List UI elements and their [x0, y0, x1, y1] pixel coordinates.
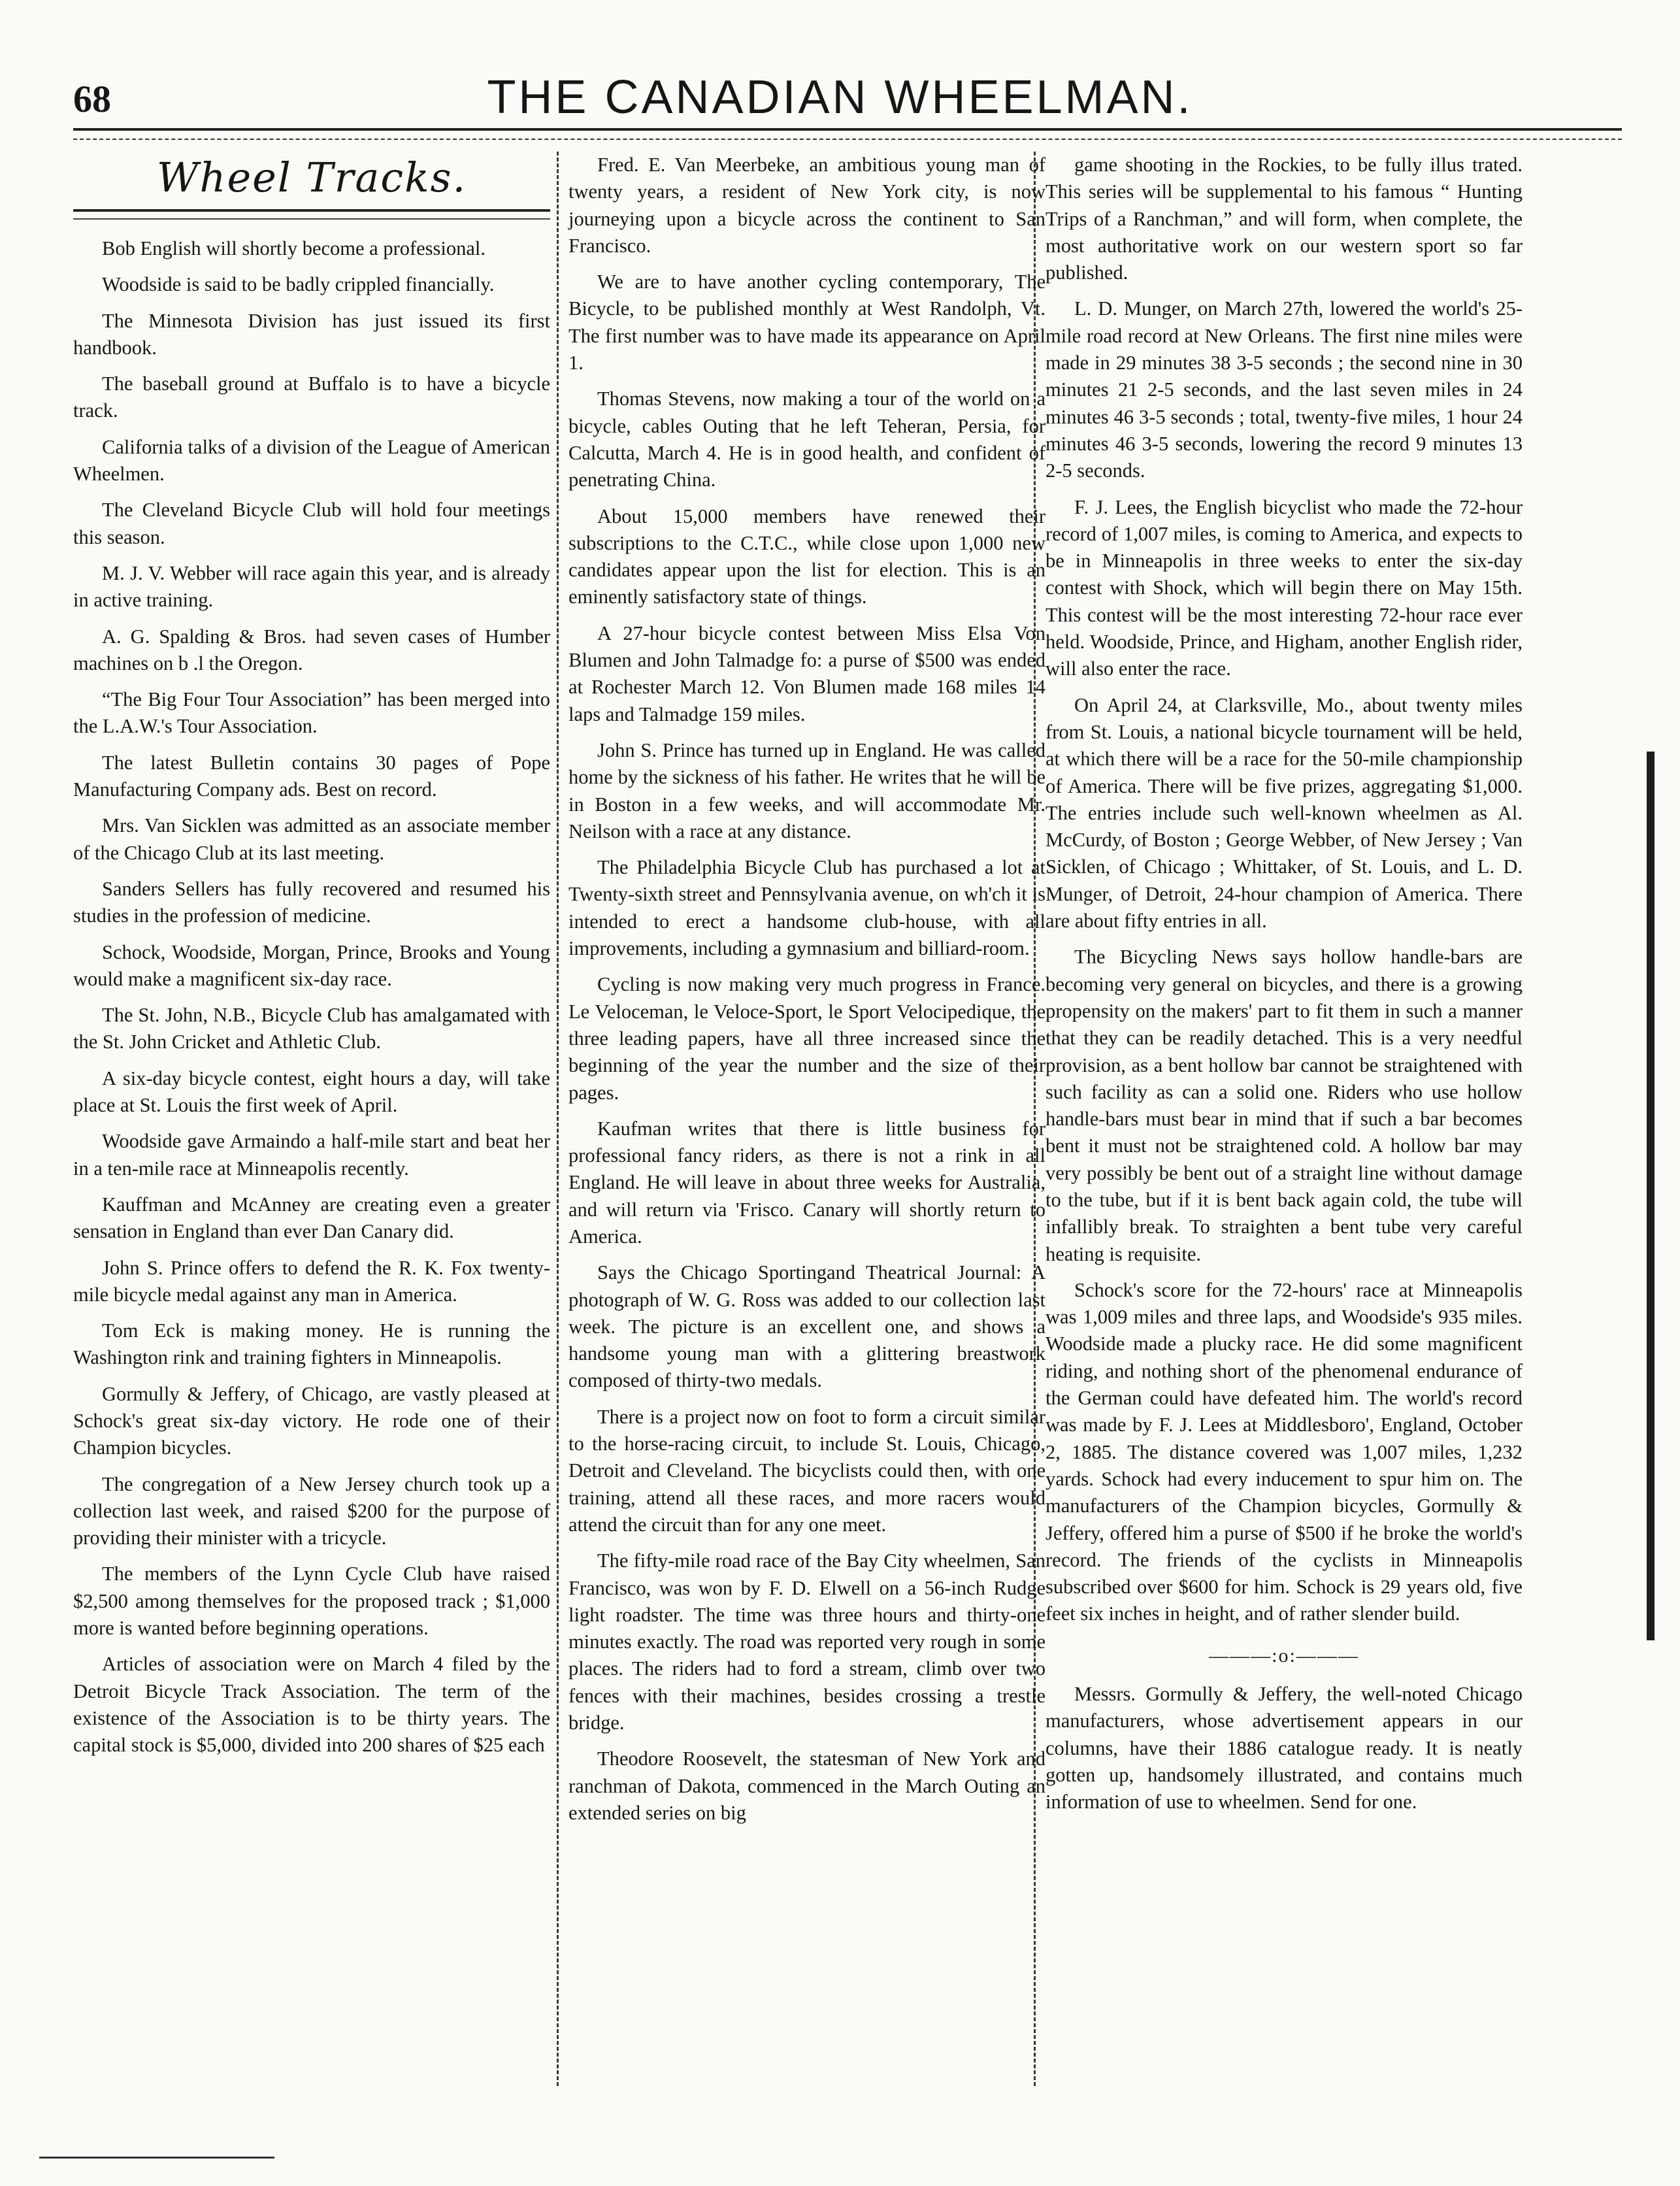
- paragraph: Thomas Stevens, now making a tour of the world on a bicycle, cables Outing that he left Teheran, Persia, for Calcutta, March 4. He is in good health, and confident of penetrating China.: [568, 388, 1046, 491]
- paragraph: “The Big Four Tour Association” has been merged into the L.A.W.'s Tour Association.: [73, 688, 550, 738]
- paragraph: Sanders Sellers has fully recovered and resumed his studies in the profession of medicine.: [73, 877, 550, 927]
- column-2: [568, 152, 1046, 1836]
- column-1: [73, 152, 550, 1768]
- paragraph: Mrs. Van Sicklen was admitted as an associate member of the Chicago Club at its last meeting.: [73, 814, 550, 864]
- paragraph: M. J. V. Webber will race again this year, and is already in active training.: [73, 561, 550, 612]
- paragraph: A. G. Spalding & Bros. had seven cases of Humber machines on b .l the Oregon.: [73, 625, 550, 674]
- bottom-rule: [39, 2157, 274, 2159]
- page-number: 68: [73, 78, 111, 120]
- paragraph: The members of the Lynn Cycle Club have raised $2,500 among themselves for the proposed track ; $1,000 more is wanted before beginning operations.: [73, 1563, 550, 1640]
- masthead-title: THE CANADIAN WHEELMAN.: [487, 71, 1193, 124]
- paragraph: John S. Prince has turned up in England. He was called home by the sickness of his father. He writes that he will be in Boston in a few weeks, and will accommodate Mr. Neilson with a race at any distance.: [568, 738, 1046, 842]
- section-divider: ———:o:———: [1209, 1644, 1359, 1666]
- paragraph: Schock's score for the 72-hours' race at Minneapolis was 1,009 miles and three laps, and Woodside's 935 miles. Woodside made a plucky race. He did some magnificent riding, and nothing short of the phenomenal endurance of the German could have defeated him. The world's record was made by F. J. Lees at Middlesboro', England, October 2, 1885. The distance covered was 1,007 miles, 1,232 yards. Schock had every inducement to spur him on. The manufacturers of the Champion bicycles, Gormully & Jeffery, offered him a purse of $500 if he broke the world's record. The friends of the cyclists in Minneapolis subscribed over $600 for him. Schock is 29 years old, five feet six inches in height, and of rather slender build.: [1046, 1278, 1523, 1625]
- paragraph: The Minnesota Division has just issued its first handbook.: [73, 309, 550, 359]
- paragraph: Schock, Woodside, Morgan, Prince, Brooks and Young would make a magnificent six-day race.: [73, 940, 550, 990]
- paragraph: The congregation of a New Jersey church took up a collection last week, and raised $200 for the purpose of providing their minister with a tricycle.: [73, 1472, 550, 1549]
- paragraph: Woodside is said to be badly crippled financially.: [102, 273, 495, 296]
- paragraph: We are to have another cycling contemporary, The Bicycle, to be published monthly at West Randolph, Vt. The first number was to have made its appearance on April 1.: [568, 271, 1046, 374]
- paragraph: F. J. Lees, the English bicyclist who made the 72-hour record of 1,007 miles, is coming to America, and expects to be in Minneapolis in three weeks to enter the six-day contest with Shock, which will begin there on May 15th. This contest will be the most interesting 72-hour race ever held. Woodside, Prince, and Higham, another English rider, will also enter the race.: [1046, 495, 1523, 680]
- paragraph: The baseball ground at Buffalo is to have a bicycle track.: [73, 373, 550, 422]
- paragraph: Kaufman writes that there is little business for professional fancy riders, as there is not a rink in all England. He will leave in about three weeks for Australia, and will return via 'Frisco. Canary will shortly return to America.: [568, 1117, 1046, 1248]
- paragraph: A six-day bicycle contest, eight hours a day, will take place at St. Louis the first week of April.: [73, 1067, 550, 1117]
- scan-edge-mark: [1647, 752, 1655, 1640]
- paragraph: Cycling is now making very much progress in France. Le Veloceman, le Veloce-Sport, le Sport Velocipedique, the three leading papers, have all three increased since the beginning of the year the number and the size of their pages.: [568, 973, 1046, 1104]
- paragraph: Messrs. Gormully & Jeffery, the well-noted Chicago manufacturers, whose advertisement appears in our columns, have their 1886 catalogue ready. It is neatly gotten up, handsomely illustrated, and contains much information of use to wheelmen. Send for one.: [1046, 1683, 1523, 1813]
- paragraph: Woodside gave Armaindo a half-mile start and beat her in a ten-mile race at Minneapolis recently.: [73, 1130, 550, 1180]
- paragraph: The Philadelphia Bicycle Club has purchased a lot at Twenty-sixth street and Pennsylvania avenue, on wh'ch it is intended to erect a handsome club-house, with all improvements, including a gymnasium and billiard-room.: [568, 856, 1046, 960]
- section-heading: Wheel Tracks.: [156, 154, 467, 201]
- paragraph: John S. Prince offers to defend the R. K. Fox twenty-mile bicycle medal against any man in America.: [73, 1256, 550, 1306]
- paragraph: About 15,000 members have renewed their subscriptions to the C.T.C., while close upon 1,000 new candidates appear upon the list for election. This is an eminently satisfactory state of things.: [568, 505, 1046, 608]
- paragraph: Theodore Roosevelt, the statesman of New York and ranchman of Dakota, commenced in the March Outing an extended series on big: [568, 1747, 1046, 1824]
- paragraph: There is a project now on foot to form a circuit similar to the horse-racing circuit, to include St. Louis, Chicago, Detroit and Cleveland. The bicyclists could then, with one training, attend all these races, and more racers would attend the circuit than for any one meet.: [568, 1405, 1046, 1536]
- paragraph: Fred. E. Van Meerbeke, an ambitious young man of twenty years, a resident of New York city, is now journeying upon a bicycle across the continent to San Francisco.: [568, 154, 1046, 257]
- paragraph: Says the Chicago Sportingand Theatrical Journal: A photograph of W. G. Ross was added to our collection last week. The picture is an excellent one, and shows a handsome young man with a glittering breastwork composed of thirty-two medals.: [568, 1261, 1046, 1392]
- heading-rule: [73, 209, 550, 220]
- paragraph: The St. John, N.B., Bicycle Club has amalgamated with the St. John Cricket and Athletic Club.: [73, 1004, 550, 1053]
- paragraph: California talks of a division of the League of American Wheelmen.: [73, 435, 550, 486]
- paragraph: L. D. Munger, on March 27th, lowered the world's 25-mile road record at New Orleans. The first nine miles were made in 29 minutes 38 3-5 seconds ; the second nine in 30 minutes 21 2-5 seconds, and the last seven miles in 24 minutes 46 3-5 seconds ; total, twenty-five miles, 1 hour 24 minutes 46 3-5 seconds, lowering the record 9 minutes 13 2-5 seconds.: [1046, 297, 1523, 482]
- paragraph: A 27-hour bicycle contest between Miss Elsa Von Blumen and John Talmadge fo: a purse of $500 was ended at Rochester March 12. Von Blumen made 168 miles 14 laps and Talmadge 159 miles.: [568, 621, 1046, 725]
- paragraph: The fifty-mile road race of the Bay City wheelmen, San Francisco, was won by F. D. Elwell on a 56-inch Rudge light roadster. The time was three hours and thirty-one minutes exactly. The road was reported very rough in some places. The riders had to ford a stream, climb over two fences with their machines, besides crossing a trestle bridge.: [568, 1549, 1046, 1734]
- column-divider: [557, 152, 559, 2086]
- paragraph: Articles of association were on March 4 filed by the Detroit Bicycle Track Association. The term of the existence of the Association is to be thirty years. The capital stock is $5,000, divided into 200 shares of $25 each: [73, 1653, 550, 1757]
- paragraph: The Cleveland Bicycle Club will hold four meetings this season.: [73, 499, 550, 548]
- paragraph: Gormully & Jeffery, of Chicago, are vastly pleased at Schock's great six-day victory. He rode one of their Champion bicycles.: [73, 1382, 550, 1459]
- paragraph: On April 24, at Clarksville, Mo., about twenty miles from St. Louis, a national bicycle tournament will be held, at which there will be a race for the 50-mile championship of America. There will be five prizes, aggregating $1,000. The entries include such well-known wheelmen as Al. McCurdy, of Boston ; George Webber, of New Jersey ; Van Sicklen, of Chicago ; Whittaker, of St. Louis, and L. D. Munger, of Detroit, 24-hour champion of America. There are about fifty entries in all.: [1046, 693, 1523, 933]
- paragraph: Bob English will shortly become a professional.: [102, 237, 486, 259]
- paragraph: Tom Eck is making money. He is running the Washington rink and training fighters in Minneapolis.: [73, 1319, 550, 1369]
- paragraph: The Bicycling News says hollow handle-bars are becoming very general on bicycles, and there is a growing propensity on the makers' part to fit them in such a manner that they can be readily detached. This is a very needful provision, as a bent hollow bar cannot be straightened with such facility as can a solid one. Riders who use hollow handle-bars must bear in mind that if such a bar becomes bent it must not be straightened cold. A hollow bar may very possibly be bent out of a straight line without damage to the tube, but if it is bent back again cold, the tube will infallibly break. To straighten a bent tube very careful heating is requisite.: [1046, 946, 1523, 1265]
- masthead-rule: [73, 128, 1622, 140]
- paragraph: The latest Bulletin contains 30 pages of Pope Manufacturing Company ads. Best on record.: [73, 751, 550, 801]
- paragraph: game shooting in the Rockies, to be fully illus trated. This series will be supplemental to his famous “ Hunting Trips of a Ranchman,” and will form, when complete, the most authoritative work on our western sport so far published.: [1046, 154, 1523, 284]
- column-3: [1046, 152, 1523, 1825]
- paragraph: Kauffman and McAnney are creating even a greater sensation in England than ever Dan Canary did.: [73, 1193, 550, 1243]
